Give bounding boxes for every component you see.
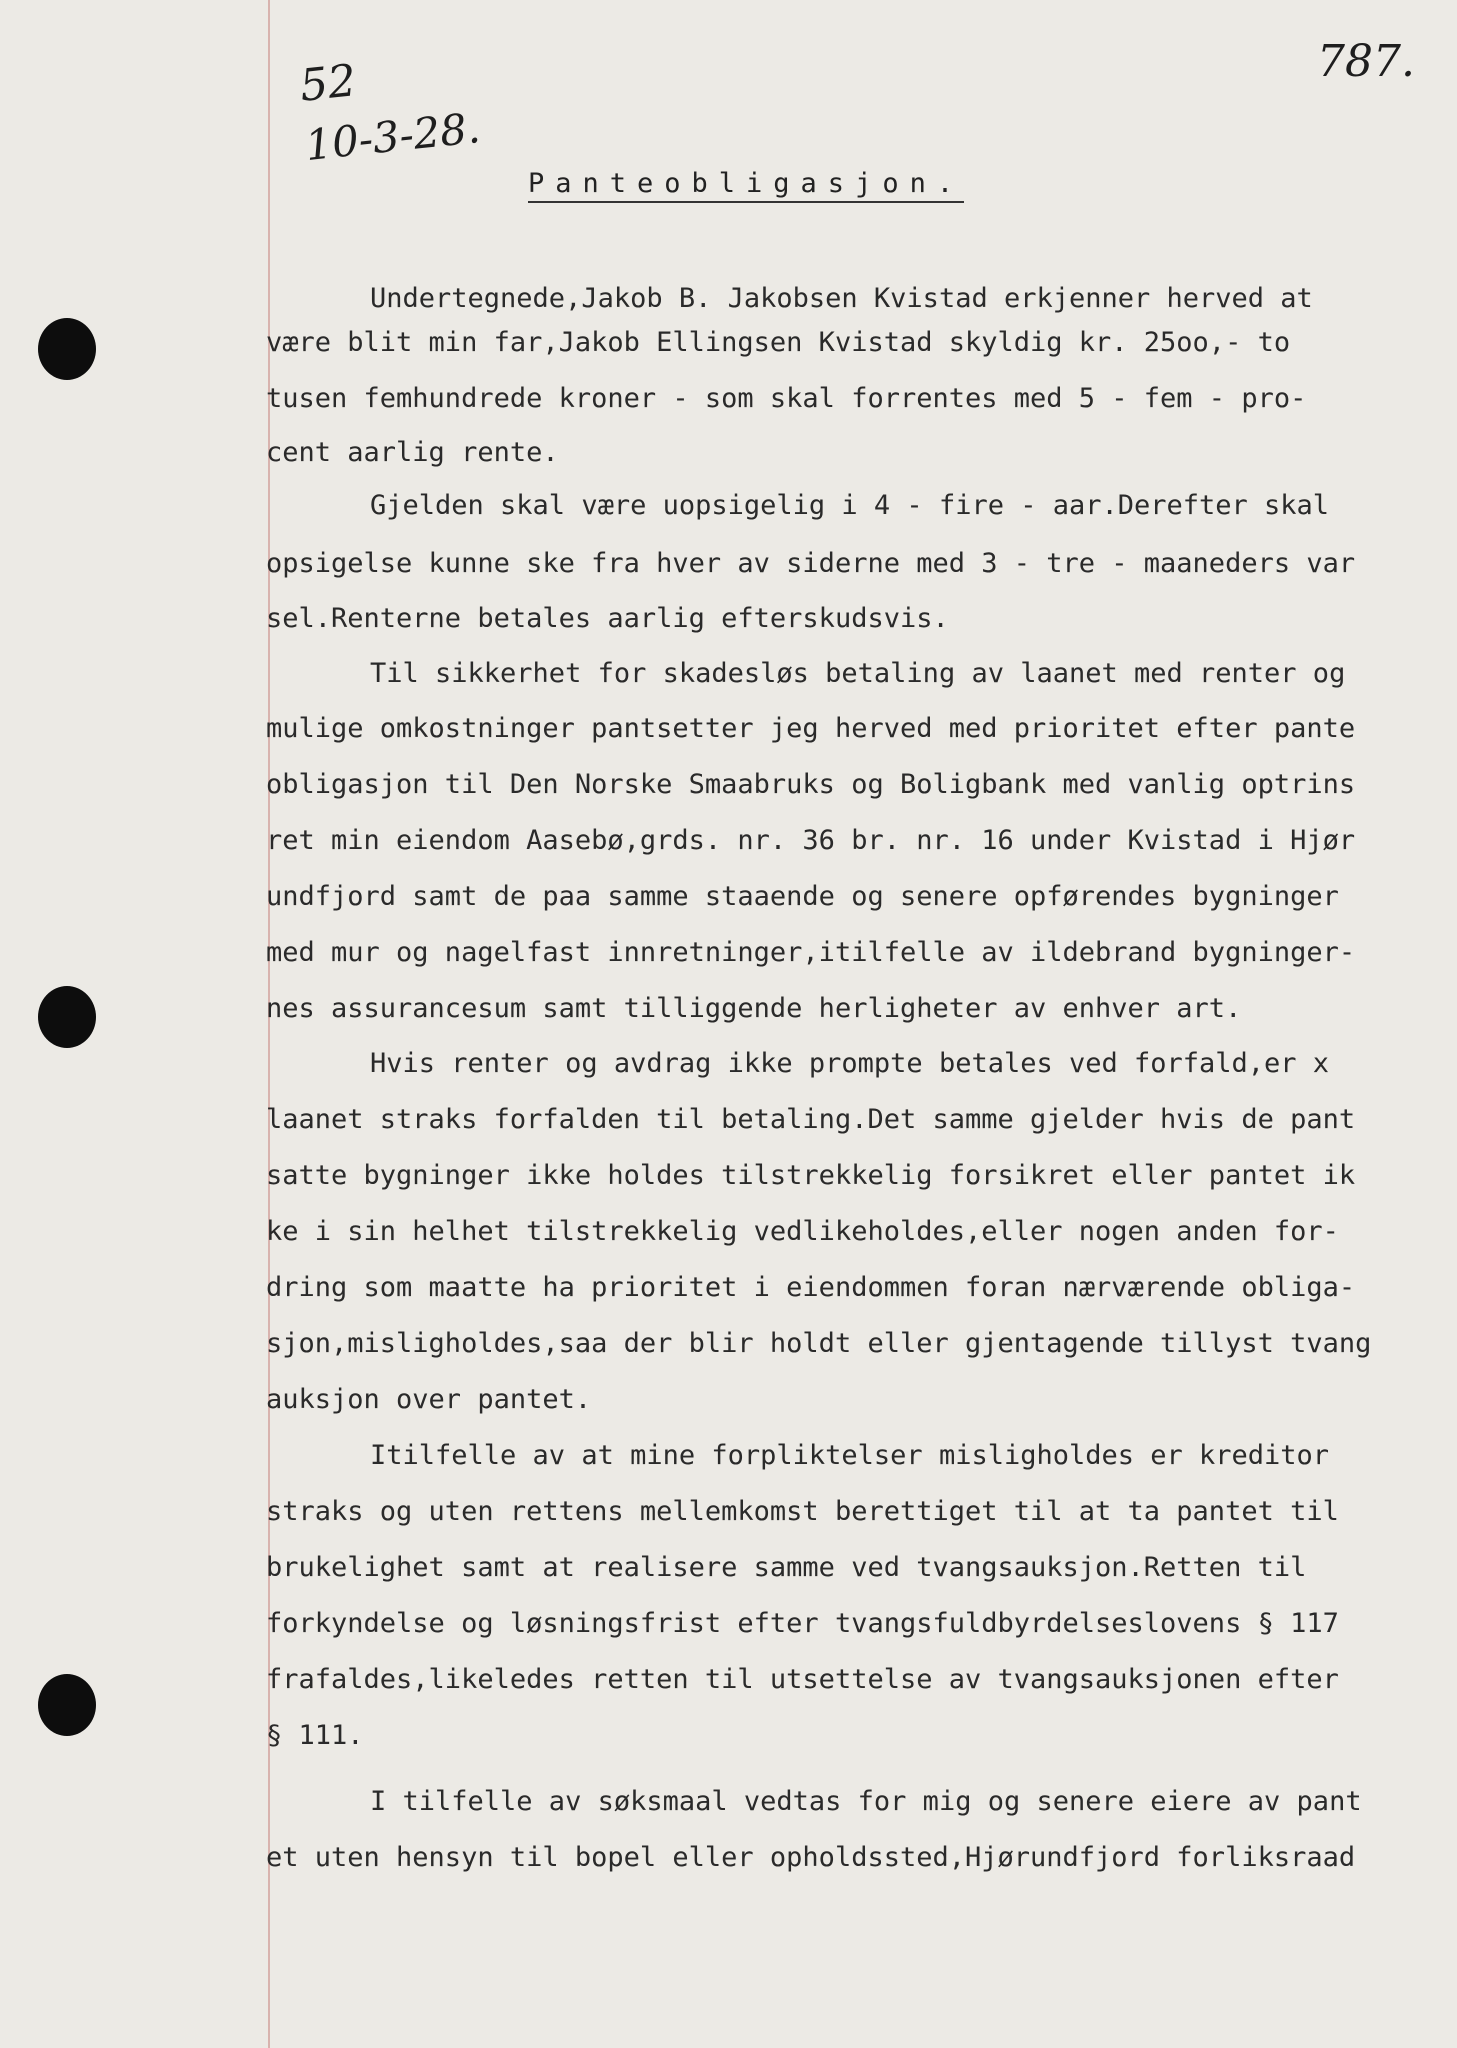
text-line: Undertegnede,Jakob B. Jakobsen Kvistad erkjenner herved at [370, 283, 1313, 314]
handwritten-page-number: 787. [1317, 36, 1415, 87]
text-line: Hvis renter og avdrag ikke prompte betales ved forfald,er x [370, 1048, 1330, 1079]
text-line: § 111. [266, 1720, 364, 1751]
text-line: sel.Renterne betales aarlig efterskudsvis. [266, 603, 949, 634]
text-line: ret min eiendom Aasebø,grds. nr. 36 br. nr. 16 under Kvistad i Hjør [266, 825, 1356, 856]
text-line: et uten hensyn til bopel eller opholdssted,Hjørundfjord forliksraad [266, 1842, 1356, 1873]
text-line: auksjon over pantet. [266, 1384, 592, 1415]
text-line: med mur og nagelfast innretninger,itilfelle av ildebrand bygninger- [266, 937, 1356, 968]
text-line: ke i sin helhet tilstrekkelig vedlikeholdes,eller nogen anden for- [266, 1216, 1339, 1247]
text-line: være blit min far,Jakob Ellingsen Kvistad skyldig kr. 25oo,- to [266, 327, 1291, 358]
document-title: Panteobligasjon. [528, 168, 964, 203]
text-line: obligasjon til Den Norske Smaabruks og Boligbank med vanlig optrins [266, 769, 1356, 800]
text-line: Itilfelle av at mine forpliktelser misligholdes er kreditor [370, 1440, 1330, 1471]
text-line: tusen femhundrede kroner - som skal forrentes med 5 - fem - pro- [266, 383, 1307, 414]
handwritten-date: 10-3-28. [302, 102, 483, 171]
punch-hole-top [38, 318, 96, 380]
text-line: Gjelden skal være uopsigelig i 4 - fire - aar.Derefter skal [370, 490, 1330, 521]
text-line: mulige omkostninger pantsetter jeg herved med prioritet efter pante [266, 713, 1356, 744]
text-line: sjon,misligholdes,saa der blir holdt eller gjentagende tillyst tvang [266, 1328, 1372, 1359]
handwritten-entry-number: 52 [297, 55, 359, 112]
text-line: nes assurancesum samt tilliggende herligheter av enhver art. [266, 993, 1242, 1024]
text-line: straks og uten rettens mellemkomst berettiget til at ta pantet til [266, 1496, 1339, 1527]
text-line: laanet straks forfalden til betaling.Det samme gjelder hvis de pant [266, 1104, 1356, 1135]
punch-hole-middle [38, 986, 96, 1048]
text-line: dring som maatte ha prioritet i eiendommen foran nærværende obliga- [266, 1272, 1356, 1303]
text-line: cent aarlig rente. [266, 437, 559, 468]
text-line: frafaldes,likeledes retten til utsettelse av tvangsauksjonen efter [266, 1664, 1339, 1695]
punch-hole-bottom [38, 1674, 96, 1736]
text-line: forkyndelse og løsningsfrist efter tvangsfuldbyrdelseslovens § 117 [266, 1608, 1339, 1639]
text-line: opsigelse kunne ske fra hver av siderne med 3 - tre - maaneders var [266, 548, 1356, 579]
text-line: undfjord samt de paa samme staaende og senere opførendes bygninger [266, 881, 1339, 912]
text-line: Til sikkerhet for skadesløs betaling av laanet med renter og [370, 658, 1346, 689]
text-line: I tilfelle av søksmaal vedtas for mig og senere eiere av pant [370, 1786, 1362, 1817]
text-line: brukelighet samt at realisere samme ved tvangsauksjon.Retten til [266, 1552, 1307, 1583]
text-line: satte bygninger ikke holdes tilstrekkelig forsikret eller pantet ik [266, 1160, 1356, 1191]
